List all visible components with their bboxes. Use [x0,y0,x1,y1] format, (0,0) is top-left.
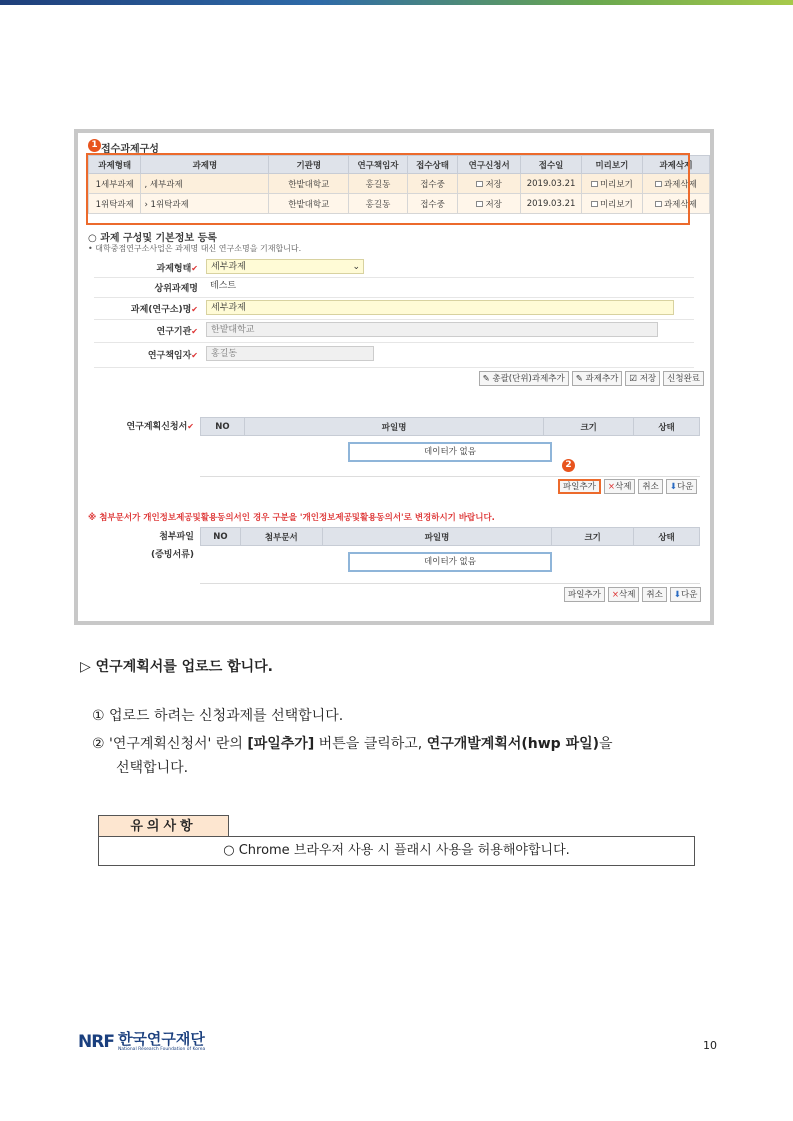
save-button[interactable]: ☑ 저장 [625,371,660,386]
action-buttons [479,371,704,386]
plan-file-table [200,417,700,436]
save-link[interactable]: 저장 [485,179,502,190]
step-badge-2: 2 [562,459,575,472]
section-title-received: 접수과제구성 [101,144,159,155]
cell-lead: 홍길동 [349,194,408,214]
add-file-button[interactable]: 파일추가 [564,587,605,602]
cell-type: 1위탁과제 [89,194,141,214]
col-preview: 미리보기 [581,156,642,174]
task-name-input[interactable]: 세부과제 [206,300,674,315]
required-mark: ✔ [191,327,198,336]
org-input[interactable]: 한밭대학교 [206,322,658,337]
col-type: 과제형태 [89,156,141,174]
required-mark: ✔ [191,305,198,314]
add-task-button[interactable]: ✎ 과제추가 [572,371,623,386]
required-mark: ✔ [191,351,198,360]
attachment-buttons [564,587,701,602]
section-note: • 대학중점연구소사업은 과제명 대신 연구소명을 기재합니다. [88,244,302,253]
col-doc: 첨부문서 [240,528,322,546]
step-1-text: ① 업로드 하려는 신청과제를 선택합니다. [92,708,344,724]
col-org: 기관명 [269,156,349,174]
no-data-message: 데이터가 없음 [348,552,552,572]
col-status: 접수상태 [407,156,457,174]
col-filename: 파일명 [322,528,552,546]
x-icon: × [611,590,619,600]
col-no: NO [201,418,245,436]
instruction-heading: ▷ 연구계획서를 업로드 합니다. [80,659,273,675]
col-no: NO [201,528,241,546]
download-button[interactable]: ⬇다운 [666,479,698,494]
lead-input[interactable]: 홍길동 [206,346,374,361]
label-type: 과제형태✔ [156,264,198,274]
step-2-text: ② '연구계획신청서' 란의 [파일추가] 버튼을 클릭하고, 연구개발계획서(hwp 파일)을 선택합니다. [92,736,613,776]
preview-link[interactable]: 미리보기 [599,179,633,190]
label-lead: 연구책임자✔ [147,351,198,361]
label-attachment: 첨부파일 [159,532,194,542]
col-form: 연구신청서 [458,156,521,174]
nrf-logo-mark: NRF [78,1031,114,1052]
col-filename: 파일명 [244,418,543,436]
nrf-logo [78,1031,205,1052]
chevron-down-icon: ⌄ [352,262,360,272]
download-icon: ⬇ [673,590,681,600]
cell-org: 한밭대학교 [269,174,349,194]
label-evidence: (증빙서류) [150,550,194,560]
col-size: 크기 [552,528,634,546]
cell-name[interactable]: , 세부과제 [141,174,269,194]
notice-title: 유의사항 [98,815,229,837]
delete-file-button[interactable]: ×삭제 [604,479,636,494]
screenshot-content [84,139,704,615]
x-icon: × [607,482,615,492]
privacy-warning: ※ 첨부문서가 개인정보제공및활용동의서인 경우 구분을 '개인정보제공및활용동의서'로 변경하시기 바랍니다. [88,513,495,523]
top-color-bar [0,0,793,5]
col-name: 과제명 [141,156,269,174]
cell-org: 한밭대학교 [269,194,349,214]
nrf-logo-korean: 한국연구재단 [117,1030,205,1048]
step-badge-1: 1 [88,139,101,152]
save-link[interactable]: 저장 [485,199,502,210]
notice-box: ○ Chrome 브라우저 사용 시 플래시 사용을 허용해야합니다. [98,836,695,866]
required-mark: ✔ [191,264,198,273]
screenshot-frame [74,129,714,625]
section-title-basic-info: ○ 과제 구성및 기본정보 등록 [88,233,217,244]
add-total-task-button[interactable]: ✎ 총괄(단위)과제추가 [479,371,569,386]
cell-date: 2019.03.21 [521,194,582,214]
type-select[interactable]: 세부과제 ⌄ [206,259,364,274]
col-delete: 과제삭제 [642,156,709,174]
cell-status: 접수중 [407,194,457,214]
cancel-button[interactable]: 취소 [638,479,662,494]
cell-name[interactable]: › 1위탁과제 [141,194,269,214]
nrf-logo-english: National Research Foundation of Korea [117,1047,206,1052]
cell-lead: 홍길동 [349,174,408,194]
no-data-message: 데이터가 없음 [348,442,552,462]
submit-complete-button[interactable]: 신청완료 [663,371,704,386]
preview-link[interactable]: 미리보기 [599,199,633,210]
page-number: 10 [703,1039,717,1052]
download-icon: ⬇ [669,482,677,492]
plan-file-buttons [558,479,697,494]
add-file-button[interactable]: 파일추가 [558,479,601,494]
cell-type: 1세부과제 [89,174,141,194]
attachment-table [200,527,700,546]
col-size: 크기 [544,418,634,436]
cell-date: 2019.03.21 [521,174,582,194]
col-date: 접수일 [521,156,582,174]
label-org: 연구기관✔ [156,327,198,337]
label-name: 과제(연구소)명✔ [130,305,198,315]
cell-status: 접수중 [407,174,457,194]
delete-file-button[interactable]: ×삭제 [608,587,640,602]
download-button[interactable]: ⬇다운 [670,587,702,602]
parent-value: 테스트 [210,281,237,291]
label-plan-form: 연구계획신청서✔ [126,422,194,432]
delete-link[interactable]: 과제삭제 [663,199,697,210]
highlight-box-1 [86,153,690,225]
col-lead: 연구책임자 [349,156,408,174]
cancel-button[interactable]: 취소 [642,587,666,602]
col-state: 상태 [634,528,700,546]
delete-link[interactable]: 과제삭제 [663,179,697,190]
col-state: 상태 [634,418,700,436]
required-mark: ✔ [187,422,194,431]
label-parent: 상위과제명 [154,284,198,294]
